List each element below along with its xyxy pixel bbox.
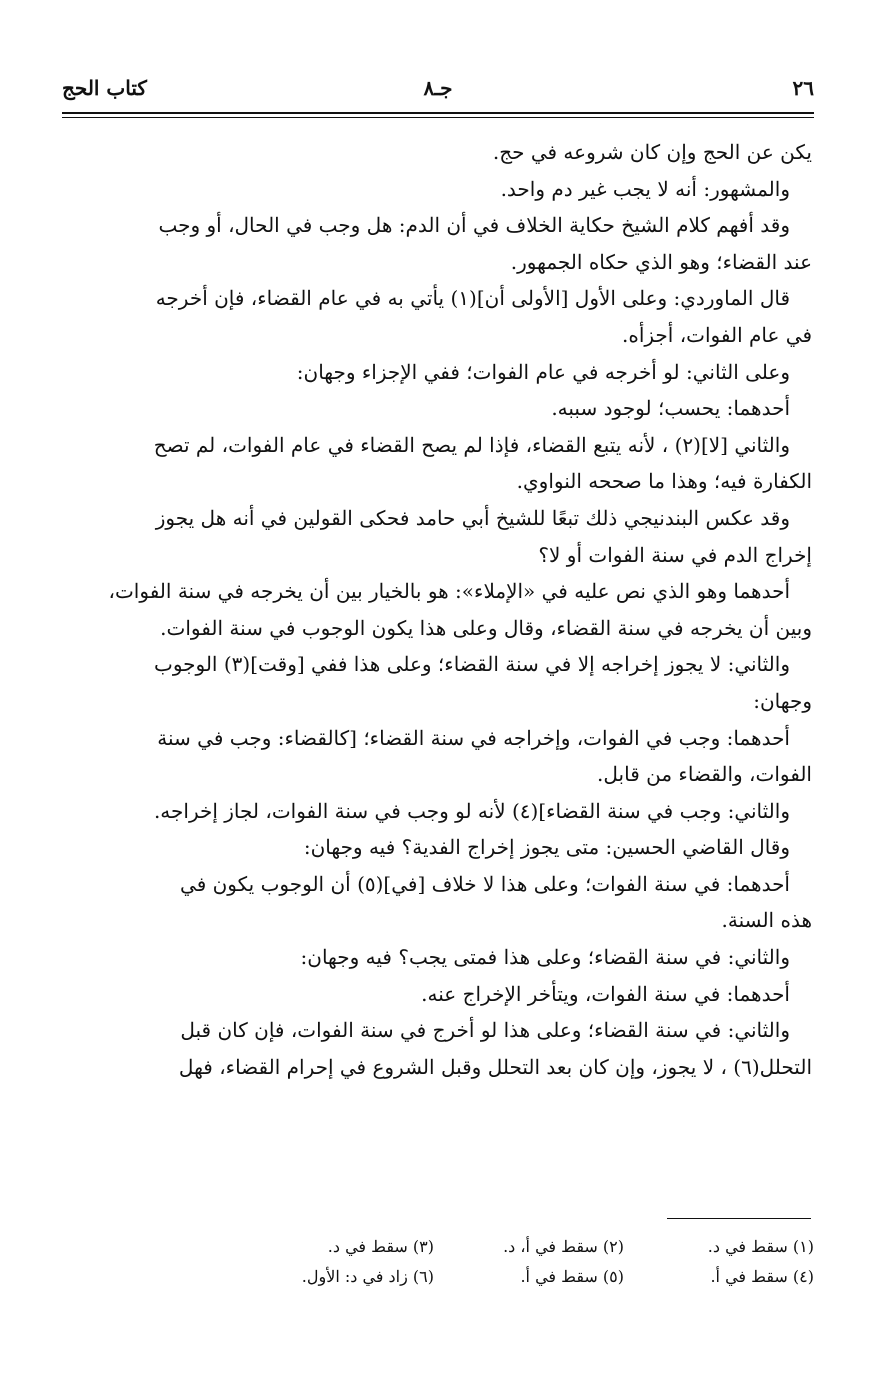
footnote: (٦) زاد في د: الأول. xyxy=(301,1267,434,1286)
footnotes xyxy=(62,1232,814,1292)
text-line: والثاني: لا يجوز إخراجه إلا في سنة القضاء؛ وعلى هذا ففي [وقت](٣) الوجوب xyxy=(153,652,790,677)
text-line: وقد عكس البندنيجي ذلك تبعًا للشيخ أبي حامد فحكى القولين في أنه هل يجوز xyxy=(155,505,790,530)
text-line: أحدهما: في سنة الفوات؛ وعلى هذا لا خلاف [في](٥) أن الوجوب يكون في xyxy=(180,871,790,896)
text-line: إخراج الدم في سنة الفوات أو لا؟ xyxy=(538,542,812,567)
text-line: أحدهما وهو الذي نص عليه في «الإملاء»: هو بالخيار بين أن يخرجه في سنة الفوات، xyxy=(108,579,790,604)
text-line: في عام الفوات، أجزأه. xyxy=(622,322,812,347)
text-line: قال الماوردي: وعلى الأول [الأولى أن](١) يأتي به في عام القضاء، فإن أخرجه xyxy=(155,286,790,311)
header-rule xyxy=(62,112,814,114)
footnote-row xyxy=(62,1232,814,1262)
footnote: (١) سقط في د. xyxy=(707,1237,814,1256)
text-line: والمشهور: أنه لا يجب غير دم واحد. xyxy=(500,176,790,201)
book-title: كتاب الحج xyxy=(62,76,147,100)
footnote: (٤) سقط في أ. xyxy=(710,1267,814,1286)
running-header xyxy=(62,74,814,106)
text-line: عند القضاء؛ وهو الذي حكاه الجمهور. xyxy=(510,249,812,274)
text-line: وقد أفهم كلام الشيخ حكاية الخلاف في أن الدم: هل وجب في الحال، أو وجب xyxy=(158,213,790,238)
footnote: (٥) سقط في أ. xyxy=(520,1267,624,1286)
volume-label: جـ٨ xyxy=(423,76,453,100)
header-rule-thin xyxy=(62,117,814,118)
text-line: أحدهما: في سنة الفوات، ويتأخر الإخراج عنه. xyxy=(421,981,790,1006)
text-line: أحدهما: وجب في الفوات، وإخراجه في سنة القضاء؛ [كالقضاء: وجب في سنة xyxy=(157,725,790,750)
text-line: التحلل(٦) ، لا يجوز، وإن كان بعد التحلل وقبل الشروع في إحرام القضاء، فهل xyxy=(178,1054,812,1079)
text-line: والثاني: في سنة القضاء؛ وعلى هذا فمتى يجب؟ فيه وجهان: xyxy=(300,945,790,970)
footnote: (٢) سقط في أ، د. xyxy=(503,1237,624,1256)
page-number: ٢٦ xyxy=(792,76,814,100)
text-line: والثاني [لا](٢) ، لأنه يتبع القضاء، فإذا لم يصح القضاء في عام الفوات، لم تصح xyxy=(153,432,790,457)
text-line: وبين أن يخرجه في سنة القضاء، وقال وعلى هذا يكون الوجوب في سنة الفوات. xyxy=(160,615,812,640)
footnote-rule xyxy=(667,1218,811,1219)
text-line: أحدهما: يحسب؛ لوجود سببه. xyxy=(551,396,790,421)
text-line: الكفارة فيه؛ وهذا ما صححه النواوي. xyxy=(516,469,812,494)
text-line: والثاني: وجب في سنة القضاء](٤) لأنه لو وجب في سنة الفوات، لجاز إخراجه. xyxy=(153,798,790,823)
footnote: (٣) سقط في د. xyxy=(327,1237,434,1256)
text-line: يكن عن الحج وإن كان شروعه في حج. xyxy=(492,140,812,164)
text-line: هذه السنة. xyxy=(721,908,812,933)
text-line: الفوات، والقضاء من قابل. xyxy=(597,762,812,787)
footnote-row xyxy=(62,1262,814,1292)
text-line: وعلى الثاني: لو أخرجه في عام الفوات؛ ففي الإجزاء وجهان: xyxy=(296,359,790,384)
text-line: وجهان: xyxy=(753,688,812,713)
main-text xyxy=(64,134,812,1085)
text-line: وقال القاضي الحسين: متى يجوز إخراج الفدية؟ فيه وجهان: xyxy=(303,835,790,860)
text-line: والثاني: في سنة القضاء؛ وعلى هذا لو أخرج في سنة الفوات، فإن كان قبل xyxy=(180,1018,790,1043)
